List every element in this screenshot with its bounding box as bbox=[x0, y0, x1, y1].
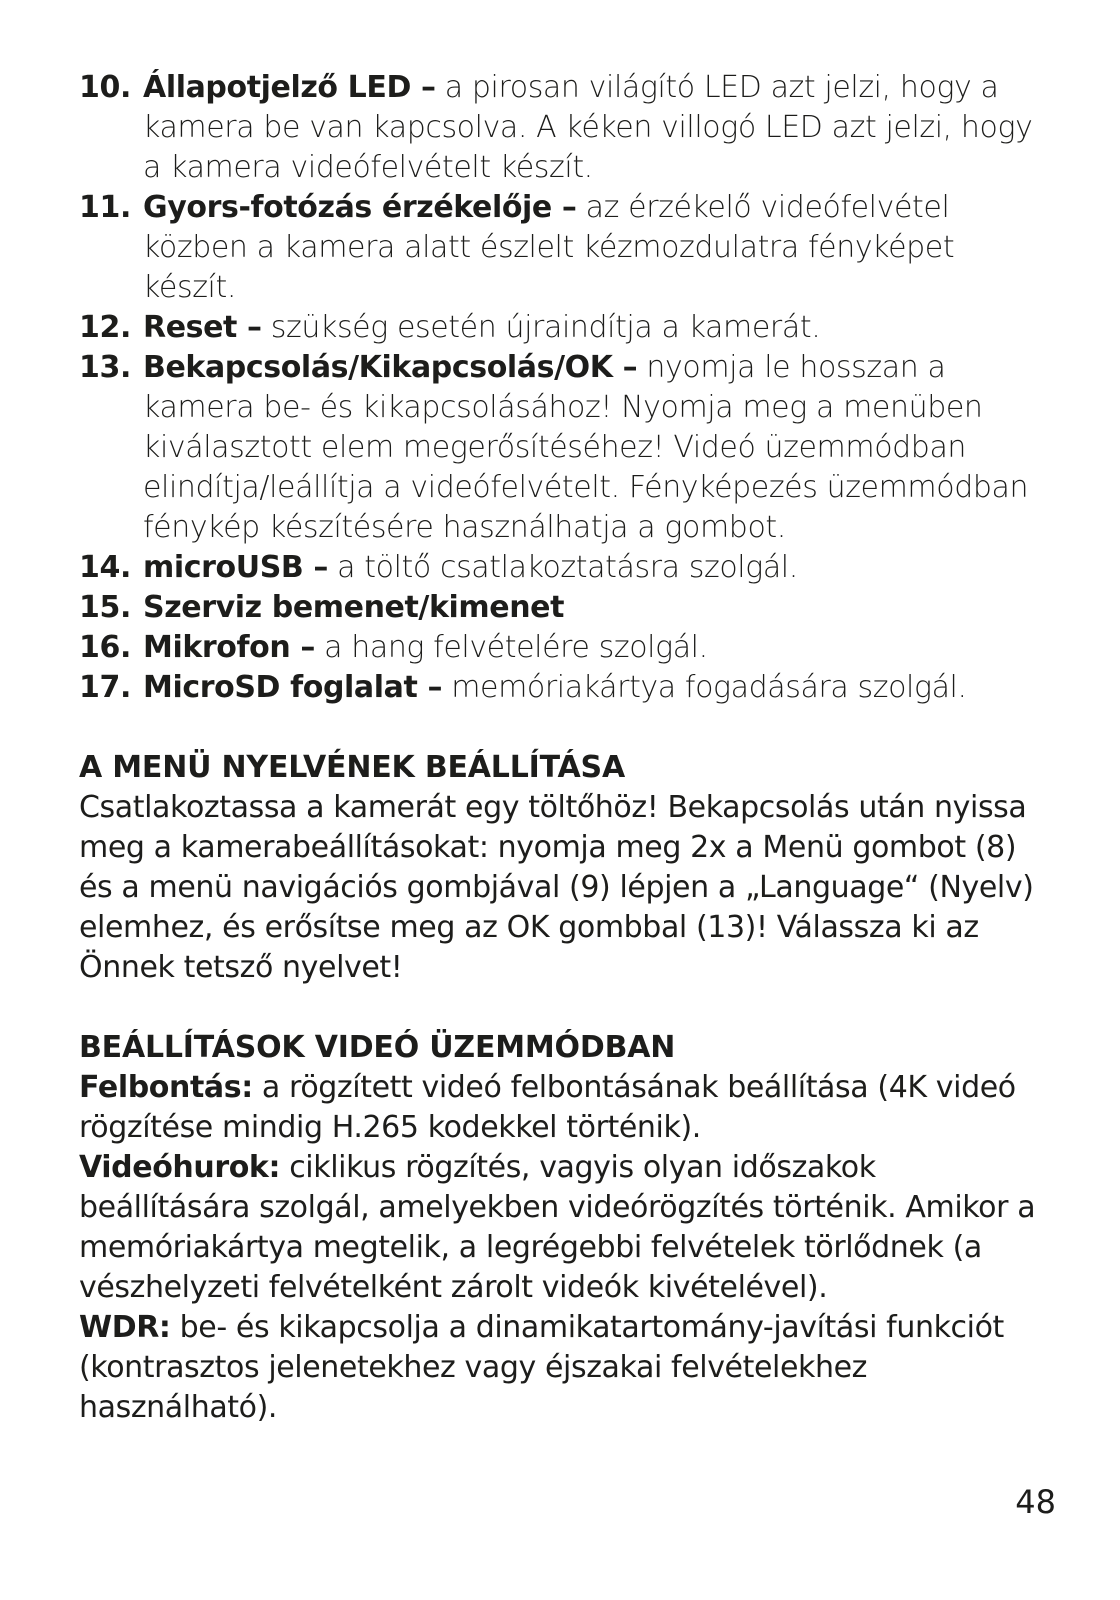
list-item bbox=[79, 548, 1039, 588]
item-number: 13. bbox=[79, 350, 131, 385]
language-body: Csatlakoztassa a kamerát egy töltőhöz! Bekapcsolás után nyissa meg a kamerabeállításokat: nyomja meg 2x a Menü gombot (8) és a menü navigációs gombjával (9) lépjen a „Language“ (Nyelv) elemhez, és erősítse meg az OK gombbal (13)! Válassza ki az Önnek tetsző nyelvet! bbox=[79, 790, 1034, 985]
list-item bbox=[79, 628, 1039, 668]
setting-description: be- és kikapcsolja a dinamikatartomány-javítási funkciót (kontrasztos jelenetekhez vagy éjszakai felvételekhez használható). bbox=[79, 1310, 1004, 1425]
item-description: memóriakártya fogadására szolgál. bbox=[442, 670, 967, 705]
setting-term: WDR: bbox=[79, 1310, 171, 1345]
list-item bbox=[79, 348, 1039, 548]
item-term: Szerviz bemenet/kimenet bbox=[143, 590, 565, 625]
item-term: Gyors-fotózás érzékelője – bbox=[143, 190, 577, 225]
item-term: Reset – bbox=[143, 310, 262, 345]
list-item bbox=[79, 68, 1039, 188]
item-number: 11. bbox=[79, 190, 131, 225]
item-number: 16. bbox=[79, 630, 131, 665]
item-number: 10. bbox=[79, 70, 131, 105]
item-description: a hang felvételére szolgál. bbox=[314, 630, 708, 665]
component-list bbox=[79, 68, 1039, 708]
setting-paragraph bbox=[79, 1148, 1039, 1308]
item-number: 12. bbox=[79, 310, 131, 345]
setting-term: Videóhurok: bbox=[79, 1150, 281, 1185]
item-description: nyomja le hosszan a kamera be- és kikapcsolásához! Nyomja meg a menüben kiválasztott elem megerősítéséhez! Videó üzemmódban elindítja/leállítja a videófelvételt. Fényképezés üzemmódban fénykép készítésére használhatja a gombot. bbox=[143, 350, 1029, 545]
video-settings-section bbox=[79, 1028, 1039, 1428]
item-description: szükség esetén újraindítja a kamerát. bbox=[261, 310, 821, 345]
page-number: 48 bbox=[1015, 1483, 1056, 1521]
item-description: az érzékelő videófelvétel közben a kamera alatt észlelt kézmozdulatra fényképet készít. bbox=[143, 190, 955, 305]
list-item bbox=[79, 588, 1039, 628]
item-term: MicroSD foglalat – bbox=[143, 670, 443, 705]
item-number: 17. bbox=[79, 670, 131, 705]
list-item bbox=[79, 668, 1039, 708]
list-item bbox=[79, 188, 1039, 308]
language-heading: A MENÜ NYELVÉNEK BEÁLLÍTÁSA bbox=[79, 750, 625, 785]
item-term: Állapotjelző LED – bbox=[143, 70, 436, 105]
item-description: a töltő csatlakoztatásra szolgál. bbox=[328, 550, 798, 585]
video-settings-heading: BEÁLLÍTÁSOK VIDEÓ ÜZEMMÓDBAN bbox=[79, 1030, 676, 1065]
item-number: 15. bbox=[79, 590, 131, 625]
manual-page bbox=[79, 68, 1039, 1428]
setting-paragraph bbox=[79, 1308, 1039, 1428]
setting-term: Felbontás: bbox=[79, 1070, 253, 1105]
setting-paragraph bbox=[79, 1068, 1039, 1148]
item-number: 14. bbox=[79, 550, 131, 585]
language-section bbox=[79, 748, 1039, 988]
item-term: Bekapcsolás/Kikapcsolás/OK – bbox=[143, 350, 638, 385]
setting-description: a rögzített videó felbontásának beállítása (4K videó rögzítése mindig H.265 kodekkel történik). bbox=[79, 1070, 1016, 1145]
list-item bbox=[79, 308, 1039, 348]
item-term: microUSB – bbox=[143, 550, 329, 585]
item-term: Mikrofon – bbox=[143, 630, 315, 665]
item-description: a pirosan világító LED azt jelzi, hogy a kamera be van kapcsolva. A kéken villogó LED azt jelzi, hogy a kamera videófelvételt készít. bbox=[143, 70, 1033, 185]
setting-description: ciklikus rögzítés, vagyis olyan időszakok beállítására szolgál, amelyekben videórögzítés történik. Amikor a memóriakártya megtelik, a legrégebbi felvételek törlődnek (a vészhelyzeti felvételként zárolt videók kivételével). bbox=[79, 1150, 1036, 1305]
